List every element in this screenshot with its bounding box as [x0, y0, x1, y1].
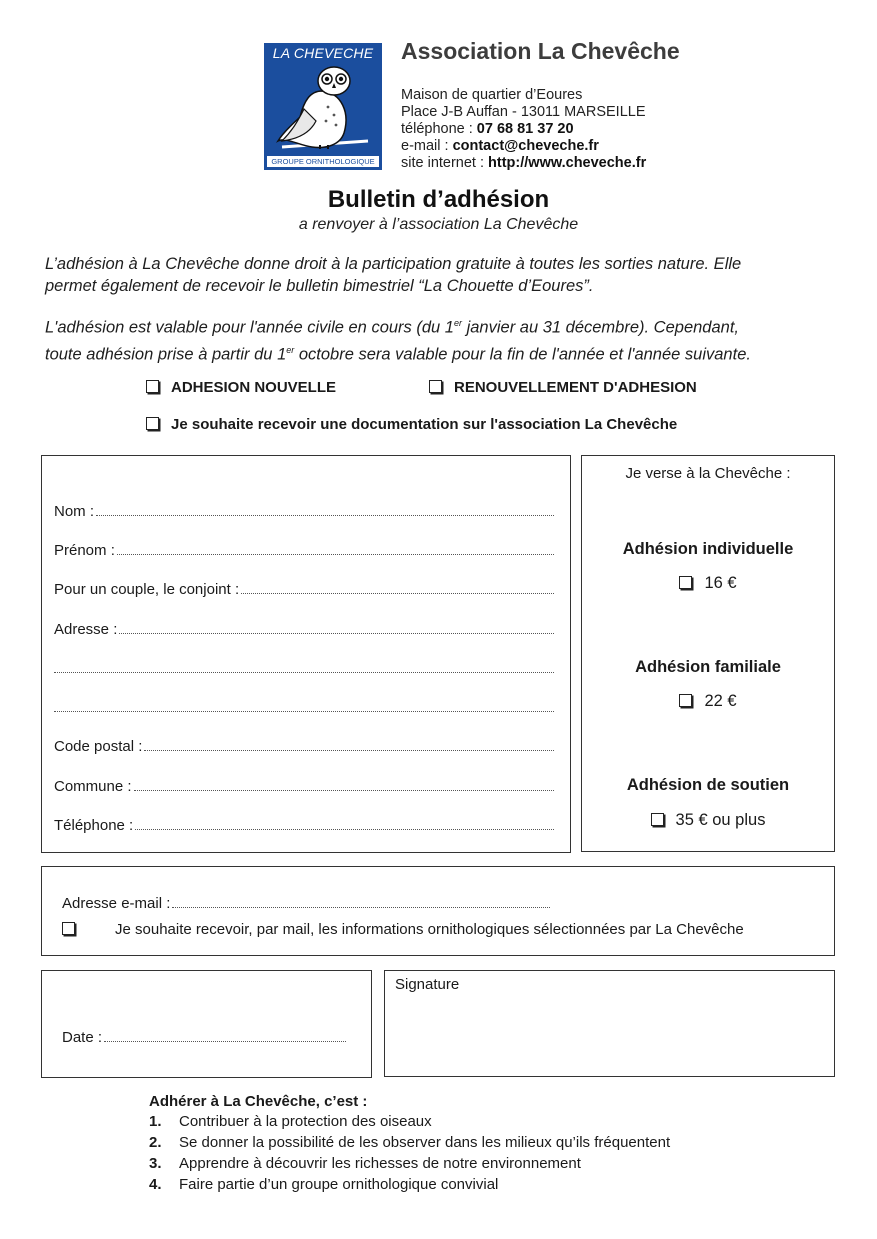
- organization-name: Association La Chevêche: [401, 38, 680, 64]
- phone-line: [401, 121, 574, 137]
- checkbox-new-membership[interactable]: [146, 380, 159, 393]
- adresse-line-2[interactable]: [54, 657, 554, 677]
- conjoint-input-line[interactable]: [241, 593, 554, 594]
- intro-p1-line2: permet également de recevoir le bulletin bimestriel “La Chouette d’Eoures”.: [45, 277, 594, 295]
- email-address: contact@cheveche.fr: [452, 138, 599, 154]
- benefit-item: 2. Se donner la possibilité de les observer dans les milieux qu’ils fréquentent: [149, 1134, 671, 1151]
- logo-title: LA CHEVECHE: [272, 45, 374, 61]
- commune-field[interactable]: Commune :: [54, 775, 554, 795]
- checkbox-renewal[interactable]: [429, 380, 442, 393]
- newsletter-option[interactable]: Je souhaite recevoir, par mail, les informations ornithologiques sélectionnées par La Chevêche: [62, 921, 744, 938]
- document-subtitle: a renvoyer à l’association La Chevêche: [298, 216, 579, 233]
- nom-field[interactable]: Nom :: [54, 500, 554, 520]
- phone-number: 07 68 81 37 20: [476, 121, 574, 137]
- email-field[interactable]: Adresse e-mail :: [62, 892, 550, 912]
- prenom-field[interactable]: Prénom :: [54, 539, 554, 559]
- website-url: http://www.cheveche.fr: [488, 155, 647, 171]
- address-line-2: Place J-B Auffan - 13011 MARSEILLE: [401, 104, 646, 120]
- website-line: [401, 155, 646, 171]
- adresse-input-line-3[interactable]: [54, 711, 554, 712]
- option-renewal[interactable]: RENOUVELLEMENT D'ADHESION: [429, 379, 697, 396]
- checkbox-newsletter[interactable]: [62, 922, 75, 935]
- intro-paragraph-1: [45, 253, 845, 297]
- option-new-membership[interactable]: ADHESION NOUVELLE: [146, 379, 336, 396]
- email-line: [401, 138, 599, 154]
- association-logo: [264, 43, 382, 170]
- document-title: Bulletin d’adhésion: [327, 186, 550, 213]
- individual-membership-option[interactable]: 16 €: [581, 574, 835, 593]
- benefit-item: 4. Faire partie d’un groupe ornithologique convivial: [149, 1176, 499, 1193]
- family-membership-option[interactable]: 22 €: [581, 692, 835, 711]
- website-label: site internet :: [401, 155, 485, 171]
- intro-p2-line1: L'adhésion est valable pour l'année civile en cours (du 1er janvier au 31 décembre). Cependant,: [45, 318, 740, 337]
- support-membership-label: Adhésion de soutien: [626, 776, 790, 794]
- adresse-input-line-2[interactable]: [54, 672, 554, 673]
- conjoint-field[interactable]: Pour un couple, le conjoint :: [54, 578, 554, 598]
- code-postal-input-line[interactable]: [144, 750, 554, 751]
- code-postal-field[interactable]: Code postal :: [54, 735, 554, 755]
- option-documentation[interactable]: Je souhaite recevoir une documentation sur l'association La Chevêche: [146, 416, 677, 433]
- logo-band: GROUPE ORNITHOLOGIQUE: [267, 156, 379, 167]
- owl-icon: [264, 61, 382, 153]
- checkbox-support[interactable]: [651, 813, 664, 826]
- individual-membership-label: Adhésion individuelle: [622, 540, 794, 558]
- date-field[interactable]: Date :: [62, 1026, 346, 1046]
- date-box: [41, 970, 372, 1078]
- prenom-input-line[interactable]: [117, 554, 554, 555]
- payment-intro: Je verse à la Chevêche :: [625, 465, 791, 482]
- adresse-input-line[interactable]: [119, 633, 554, 634]
- intro-p2-line2: toute adhésion prise à partir du 1er octobre sera valable pour la fin de l'année et l'année suivante.: [45, 344, 751, 363]
- intro-paragraph-2: [45, 312, 845, 365]
- phone-label: téléphone :: [401, 121, 473, 137]
- telephone-input-line[interactable]: [135, 829, 554, 830]
- telephone-field[interactable]: Téléphone :: [54, 814, 554, 834]
- intro-p1-line1: L’adhésion à La Chevêche donne droit à la participation gratuite à toutes les sorties nature. Elle: [45, 255, 742, 273]
- benefit-item: 1. Contribuer à la protection des oiseaux: [149, 1113, 432, 1130]
- benefit-item: 3. Apprendre à découvrir les richesses de notre environnement: [149, 1155, 581, 1172]
- benefits-title: Adhérer à La Chevêche, c’est :: [149, 1093, 368, 1110]
- signature-label: Signature: [395, 976, 460, 993]
- checkbox-individual[interactable]: [679, 576, 692, 589]
- adresse-field[interactable]: Adresse :: [54, 618, 554, 638]
- date-input-line[interactable]: [104, 1041, 346, 1042]
- family-membership-label: Adhésion familiale: [635, 658, 781, 676]
- checkbox-documentation[interactable]: [146, 417, 159, 430]
- email-input-line[interactable]: [172, 907, 550, 908]
- checkbox-family[interactable]: [679, 694, 692, 707]
- support-membership-option[interactable]: 35 € ou plus: [581, 811, 835, 830]
- nom-input-line[interactable]: [96, 515, 554, 516]
- address-line-1: Maison de quartier d’Eoures: [401, 87, 583, 103]
- commune-input-line[interactable]: [134, 790, 554, 791]
- email-label: e-mail :: [401, 138, 449, 154]
- adresse-line-3[interactable]: [54, 696, 554, 716]
